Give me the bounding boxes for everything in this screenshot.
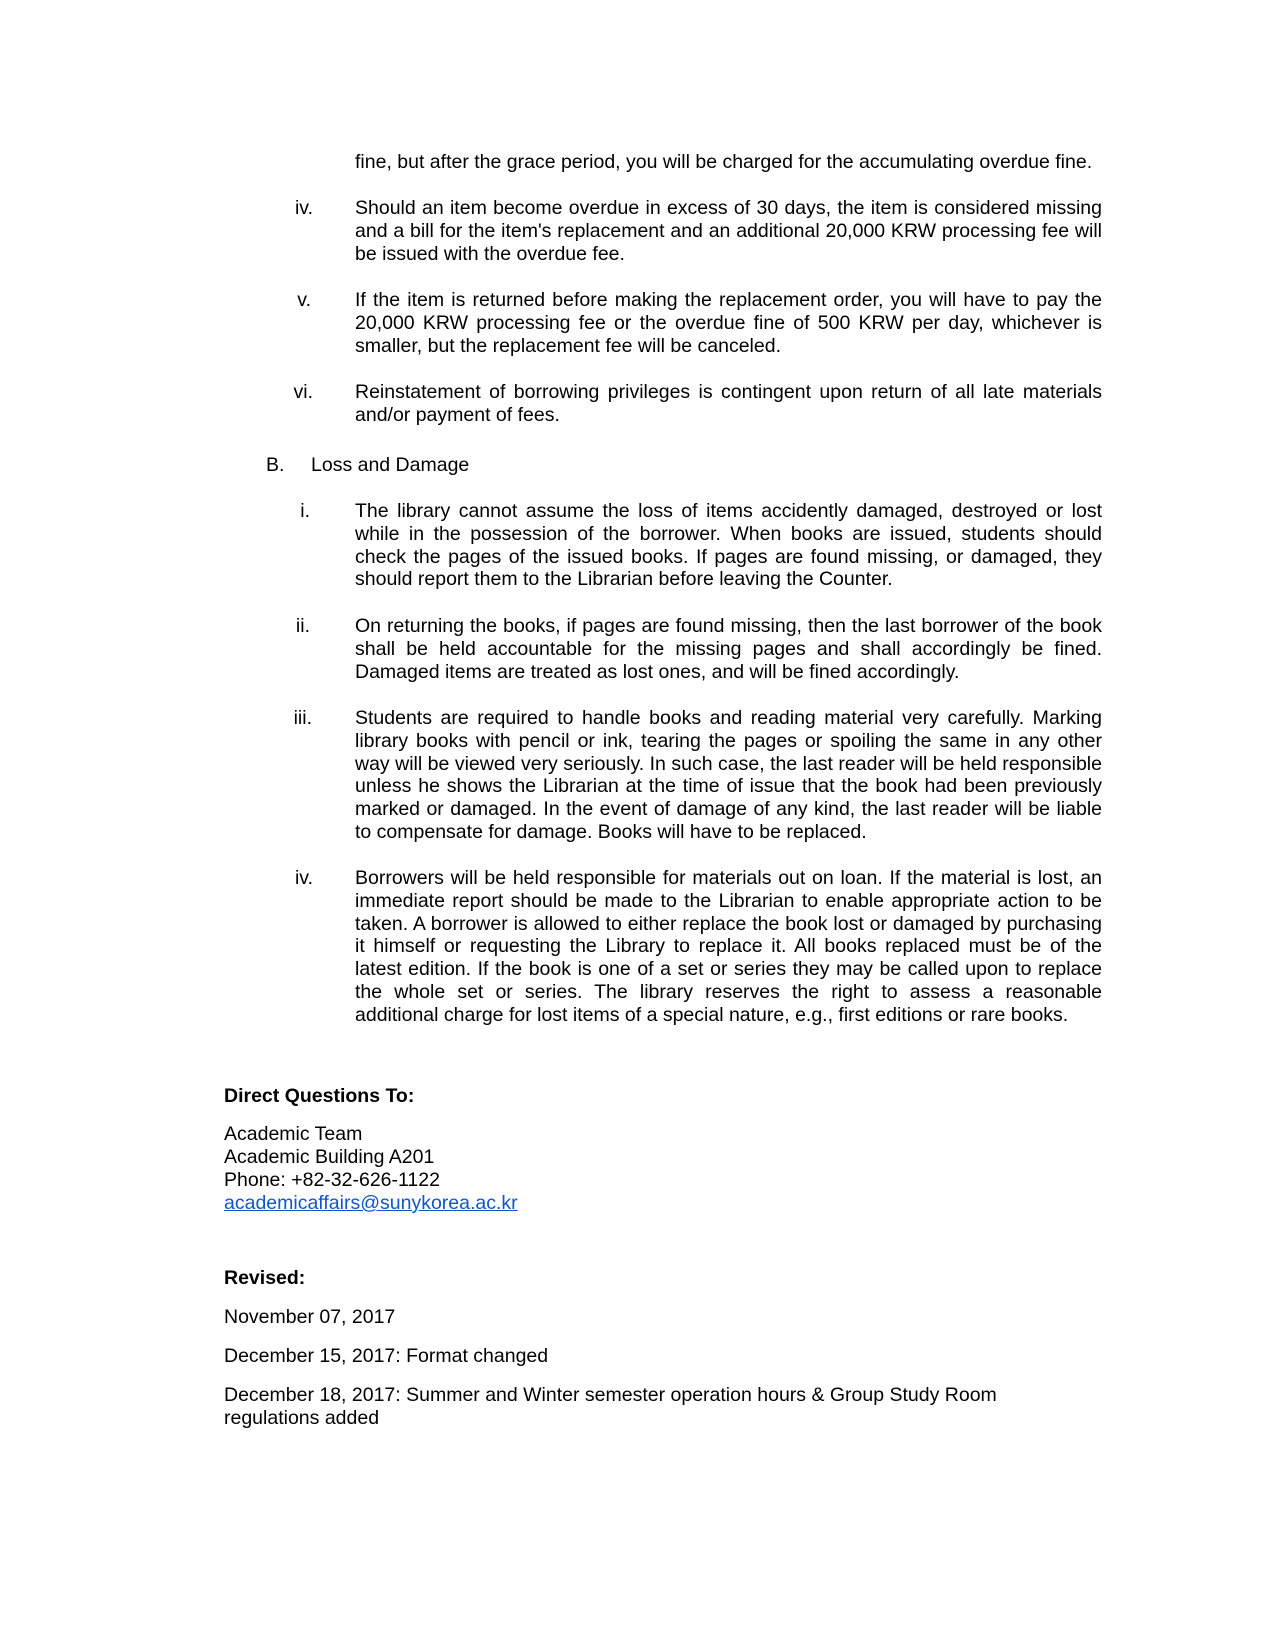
revised-entry: December 18, 2017: Summer and Winter semester operation hours & Group Study Room regulations added — [224, 1384, 997, 1429]
contact-team: Academic Team — [224, 1123, 363, 1145]
loss-item-numeral: iii. — [293, 707, 312, 729]
revised-entry: December 15, 2017: Format changed — [224, 1345, 549, 1367]
overdue-item-numeral: iv. — [294, 197, 313, 219]
loss-item-numeral: ii. — [295, 615, 310, 637]
loss-item-numeral: i. — [300, 500, 310, 522]
revised-entry: November 07, 2017 — [224, 1306, 396, 1328]
overdue-item-numeral: v. — [297, 289, 311, 311]
overdue-continued-text: fine, but after the grace period, you will be charged for the accumulating overdue fine. — [355, 151, 1093, 173]
contact-building: Academic Building A201 — [224, 1146, 435, 1168]
loss-item-text: Students are required to handle books and reading material very carefully. Marking library books with pencil or ink, tearing the pages or spoiling the same in any other way will be viewed very seriously. In such case, the last reader will be held responsible unless he shows the Librarian at the time of issue that the book had been previously marked or damaged. In the event of damage of any kind, the last reader will be liable to compensate for damage. Books will have to be replaced. — [355, 707, 1102, 843]
section-letter: B. — [266, 454, 285, 476]
contact-heading: Direct Questions To: — [224, 1085, 415, 1107]
overdue-item-text: Should an item become overdue in excess of 30 days, the item is considered missing and a bill for the item's replacement and an additional 20,000 KRW processing fee will be issued with the overdue fee. — [355, 197, 1102, 265]
loss-item-numeral: iv. — [294, 867, 313, 889]
contact-email-link[interactable]: academicaffairs@sunykorea.ac.kr — [224, 1192, 518, 1214]
overdue-item-numeral: vi. — [293, 381, 313, 403]
loss-item-text: On returning the books, if pages are found missing, then the last borrower of the book shall be held accountable for the missing pages and shall accordingly be fined. Damaged items are treated as lost ones, and will be fined accordingly. — [355, 615, 1102, 683]
loss-item-text: Borrowers will be held responsible for materials out on loan. If the material is lost, an immediate report should be made to the Librarian to enable appropriate action to be taken. A borrower is allowed to either replace the book lost or damaged by purchasing it himself or requesting the Library to replace it. All books replaced must be of the latest edition. If the book is one of a set or series they may be called upon to replace the whole set or series. The library reserves the right to assess a reasonable additional charge for lost items of a special nature, e.g., first editions or rare books. — [355, 867, 1102, 1026]
revised-heading: Revised: — [224, 1267, 306, 1289]
contact-phone: Phone: +82-32-626-1122 — [224, 1169, 440, 1191]
overdue-item-text: If the item is returned before making the replacement order, you will have to pay the 20,000 KRW processing fee or the overdue fine of 500 KRW per day, whichever is smaller, but the replacement fee will be canceled. — [355, 289, 1102, 357]
overdue-item-text: Reinstatement of borrowing privileges is contingent upon return of all late materials and/or payment of fees. — [355, 381, 1102, 426]
loss-item-text: The library cannot assume the loss of items accidently damaged, destroyed or lost while in the possession of the borrower. When books are issued, students should check the pages of the issued books. If pages are found missing, or damaged, they should report them to the Librarian before leaving the Counter. — [355, 500, 1102, 591]
section-title: Loss and Damage — [311, 454, 470, 476]
